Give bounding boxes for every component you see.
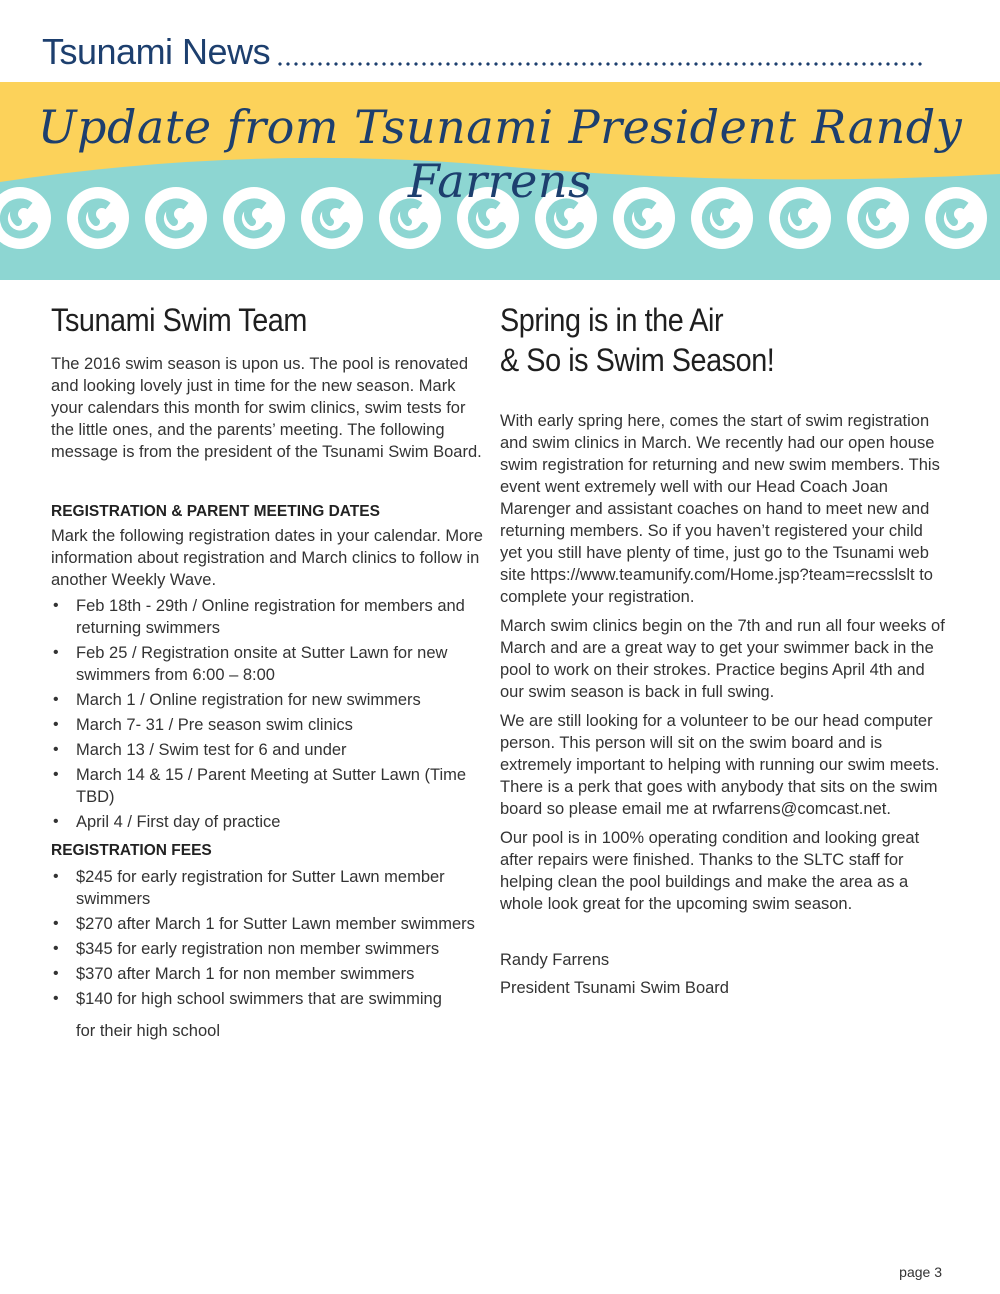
list-item: • March 7- 31 / Pre season swim clinics: [51, 714, 491, 736]
list-item: • March 1 / Online registration for new swimmers: [51, 689, 491, 711]
banner-title: Update from Tsunami President Randy Farrens: [37, 100, 963, 208]
signature-name: Randy Farrens: [500, 951, 610, 969]
right-column: [500, 300, 945, 999]
swim-team-heading: Tsunami Swim Team: [51, 302, 307, 338]
masthead-title: Tsunami News: [42, 31, 271, 72]
list-item: • Feb 18th - 29th / Online registration for members and returning swimmers: [51, 595, 491, 639]
left-column: [51, 300, 491, 1042]
list-item: • $270 after March 1 for Sutter Lawn member swimmers: [51, 913, 491, 935]
dates-intro: Mark the following registration dates in your calendar. More information about registration and March clinics to follow in another Weekly Wave.: [51, 527, 483, 589]
paragraph-pool: Our pool is in 100% operating condition and looking great after repairs were finished. Thanks to the SLTC staff for helping clean the pool buildings and make the area as a whole look great for the upcoming swim season.: [500, 829, 920, 913]
list-item: • $345 for early registration non member swimmers: [51, 938, 491, 960]
spring-heading-line1: Spring is in the Air: [500, 302, 724, 338]
page-number: page 3: [899, 1264, 942, 1280]
masthead: [42, 26, 922, 70]
paragraph-volunteer: We are still looking for a volunteer to be our head computer person. This person will sit on the swim board and is extremely important to helping with running our swim meets. There is a perk that goes with anybody that sits on the swim board so please email me at rwfarrens@comcast.net.: [500, 712, 940, 818]
list-item: • March 13 / Swim test for 6 and under: [51, 739, 491, 761]
signature-title: President Tsunami Swim Board: [500, 979, 729, 997]
list-item: • $245 for early registration for Sutter Lawn member swimmers: [51, 866, 491, 910]
list-item: • March 14 & 15 / Parent Meeting at Sutter Lawn (Time TBD): [51, 764, 491, 808]
paragraph-clinics: March swim clinics begin on the 7th and run all four weeks of March and are a great way to get your swimmer back in the pool to work on their strokes. Practice begins April 4th and our swim season is back in full swing.: [500, 617, 945, 701]
intro-paragraph: The 2016 swim season is upon us. The pool is renovated and looking lovely just in time for the new season. Mark your calendars this month for swim clinics, swim tests for the little ones, and the parents’ meeting. The following message is from the president of the Tsunami Swim Board.: [51, 355, 482, 461]
list-item: • $140 for high school swimmers that are swimming: [51, 988, 491, 1010]
fees-list: [51, 866, 491, 1010]
list-item: • $370 after March 1 for non member swimmers: [51, 963, 491, 985]
fees-tail: for their high school: [76, 1022, 220, 1040]
fees-heading: REGISTRATION FEES: [51, 842, 212, 859]
list-item: • Feb 25 / Registration onsite at Sutter Lawn for new swimmers from 6:00 – 8:00: [51, 642, 491, 686]
masthead-dotted-rule: [276, 62, 922, 66]
list-item: • April 4 / First day of practice: [51, 811, 491, 833]
spring-heading-line2: & So is Swim Season!: [500, 342, 775, 378]
dates-heading: REGISTRATION & PARENT MEETING DATES: [51, 503, 380, 520]
banner: [0, 82, 1000, 280]
paragraph-registration: With early spring here, comes the start of swim registration and swim clinics in March. We recently had our open house swim registration for returning and new swim members. This event went extremely well with our Head Coach Joan Marenger and assistant coaches on hand to meet new and returning members. So if you haven’t registered your child yet you still have plenty of time, just go to the Tsunami web site https://www.teamunify.com/Home.jsp?team=recsslslt to complete your registration.: [500, 412, 940, 606]
dates-list: [51, 595, 491, 833]
